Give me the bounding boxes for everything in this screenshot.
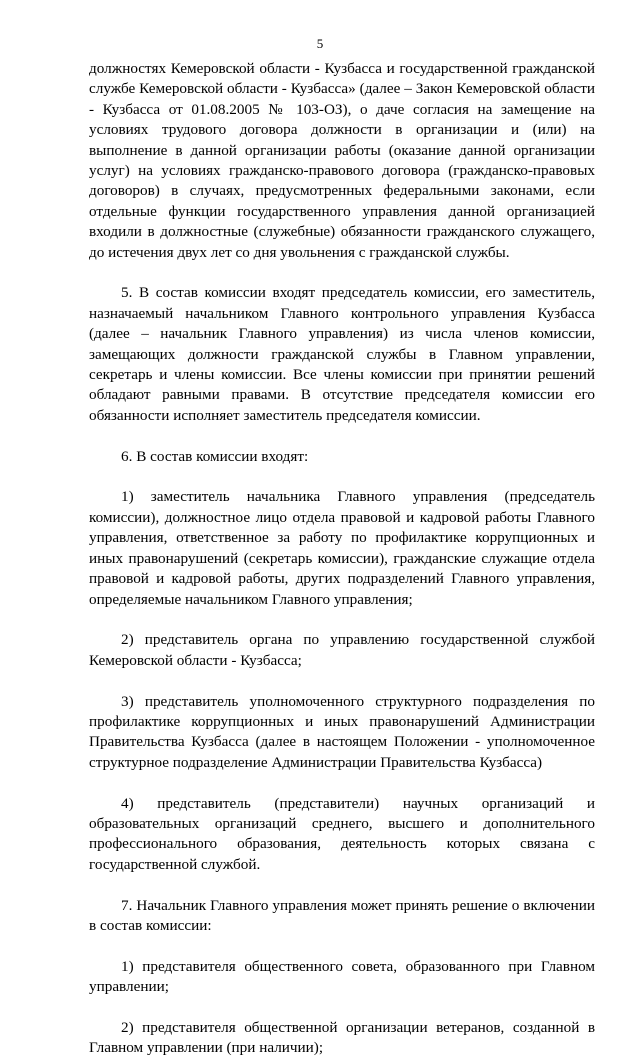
page-number: 5 [316,36,324,51]
paragraph-item-7-1: 1) представителя общественного совета, образованного при Главном управлении; [89,957,595,996]
document-body [89,59,595,1059]
paragraph-item-6-1: 1) заместитель начальника Главного управления (председатель комиссии), должностное лицо отдела правовой и кадровой работы Главного управления, ответственное за работу по профилактике коррупционных и иных правонарушений (секретарь комиссии), гражданские служащие отдела правовой и кадровой работы, других подразделений Главного управления, определяемые начальником Главного управления; [89,488,595,608]
paragraph-item-7: 7. Начальник Главного управления может принять решение о включении в состав комиссии: [89,896,595,934]
paragraph-item-5: 5. В состав комиссии входят председатель комиссии, его заместитель, назначаемый начальником Главного контрольного управления Кузбасса (далее – начальник Главного управления) из числа членов комиссии, замещающих должности гражданской службы в Главном управлении, секретарь и члены комиссии. Все члены комиссии при принятии решений обладают равными правами. В отсутствие председателя комиссии его обязанности исполняет заместитель председателя комиссии. [89,284,595,424]
paragraph-item-6-3: 3) представитель уполномоченного структурного подразделения по профилактике коррупционных и иных правонарушений Администрации Правительства Кузбасса (далее в настоящем Положении - уполномоченное структурное подразделение Администрации Правительства Кузбасса) [89,692,595,771]
paragraph-item-6-4: 4) представитель (представители) научных организаций и образовательных организаций среднего, высшего и дополнительного профессионального образования, деятельность которых связана с государственной службой. [89,794,595,873]
paragraph-item-7-2: 2) представителя общественной организации ветеранов, созданной в Главном управлении (при наличии); [89,1018,595,1057]
paragraph-continuation: должностях Кемеровской области - Кузбасса и государственной гражданской службе Кемеровской области - Кузбасса» (далее – Закон Кемеровской области - Кузбасса от 01.08.2005 № 103-ОЗ), о даче согласия на замещение на условиях трудового договора должности в организации и (или) на выполнение в данной организации работы (оказание данной организации услуг) на условиях гражданско-правового договора (гражданско-правовых договоров) в случаях, предусмотренных федеральными законами, если отдельные функции государственного управления данной организацией входили в должностные (служебные) обязанности гражданского служащего, до истечения двух лет со дня увольнения с гражданской службы. [89,60,595,261]
paragraph-item-6: 6. В состав комиссии входят: [121,447,309,465]
paragraph-item-6-2: 2) представитель органа по управлению государственной службой Кемеровской области - Кузбасса; [89,631,595,669]
